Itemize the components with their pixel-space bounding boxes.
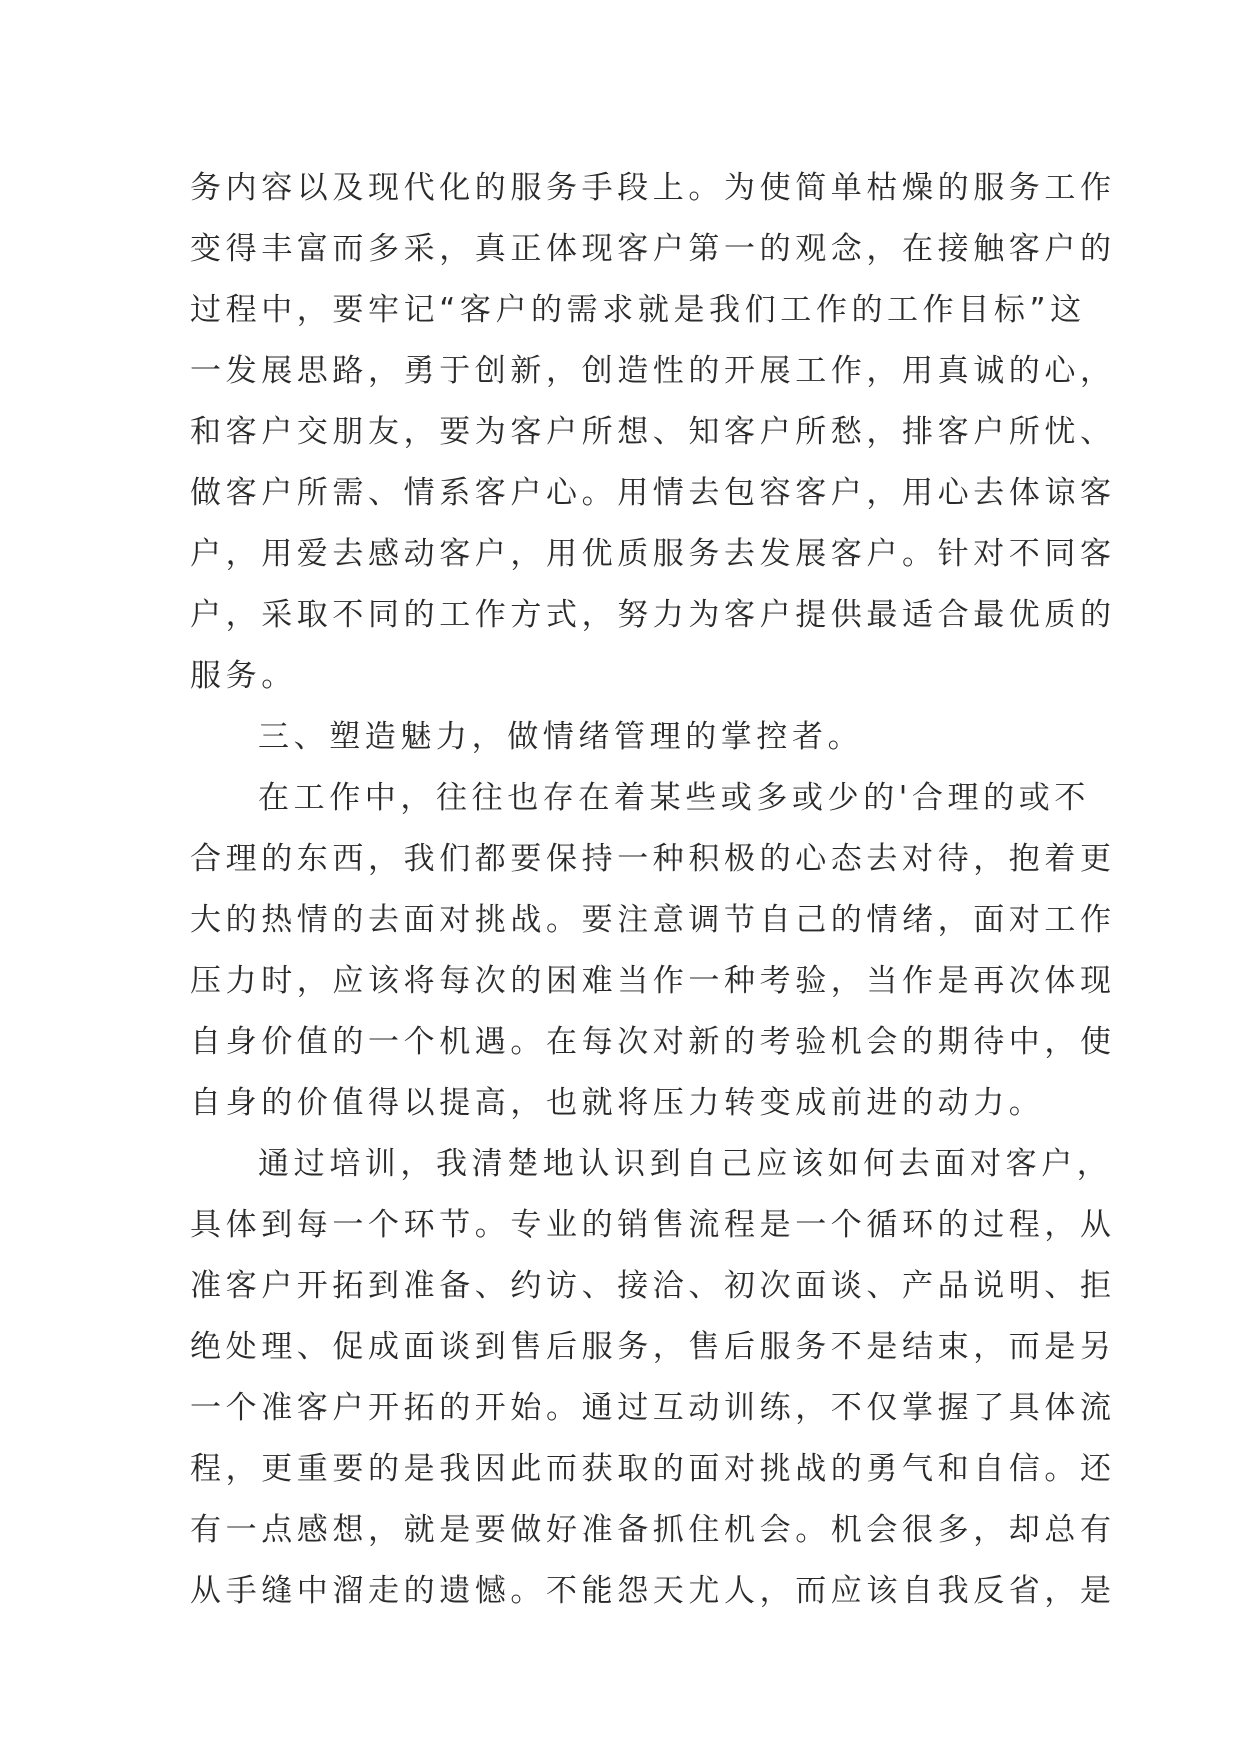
text-line: 户，用爱去感动客户，用优质服务去发展客户。针对不同客 (190, 536, 1116, 572)
text-line: 三、塑造魅力，做情绪管理的掌控者。 (258, 719, 864, 755)
text-line: 自身价值的一个机遇。在每次对新的考验机会的期待中，使 (190, 1024, 1116, 1060)
text-line: 变得丰富而多采，真正体现客户第一的观念，在接触客户的 (190, 231, 1116, 267)
text-line: 程，更重要的是我因此而获取的面对挑战的勇气和自信。还 (190, 1451, 1116, 1487)
text-line: 服务。 (190, 658, 297, 694)
text-line: 准客户开拓到准备、约访、接洽、初次面谈、产品说明、拒 (190, 1268, 1116, 1304)
text-line: 过程中，要牢记“客户的需求就是我们工作的工作目标”这 (190, 292, 1086, 328)
text-line: 从手缝中溜走的遗憾。不能怨天尤人，而应该自我反省，是 (190, 1573, 1116, 1609)
text-line: 大的热情的去面对挑战。要注意调节自己的情绪，面对工作 (190, 902, 1116, 938)
text-line: 务内容以及现代化的服务手段上。为使简单枯燥的服务工作 (190, 170, 1116, 206)
text-line: 合理的东西，我们都要保持一种积极的心态去对待，抱着更 (190, 841, 1116, 877)
text-line: 压力时，应该将每次的困难当作一种考验，当作是再次体现 (190, 963, 1116, 999)
text-line: 一发展思路，勇于创新，创造性的开展工作，用真诚的心， (190, 353, 1116, 389)
text-line: 一个准客户开拓的开始。通过互动训练，不仅掌握了具体流 (190, 1390, 1116, 1426)
text-line: 绝处理、促成面谈到售后服务，售后服务不是结束，而是另 (190, 1329, 1116, 1365)
text-line: 通过培训，我清楚地认识到自己应该如何去面对客户， (258, 1146, 1113, 1182)
text-line: 户，采取不同的工作方式，努力为客户提供最适合最优质的 (190, 597, 1116, 633)
text-line: 做客户所需、情系客户心。用情去包容客户，用心去体谅客 (190, 475, 1116, 511)
text-line: 和客户交朋友，要为客户所想、知客户所愁，排客户所忧、 (190, 414, 1116, 450)
text-line: 在工作中，往往也存在着某些或多或少的'合理的或不 (258, 780, 1090, 816)
text-line: 具体到每一个环节。专业的销售流程是一个循环的过程，从 (190, 1207, 1116, 1243)
body-text (190, 158, 1116, 1622)
text-line: 有一点感想，就是要做好准备抓住机会。机会很多，却总有 (190, 1512, 1116, 1548)
text-line: 自身的价值得以提高，也就将压力转变成前进的动力。 (190, 1085, 1045, 1121)
